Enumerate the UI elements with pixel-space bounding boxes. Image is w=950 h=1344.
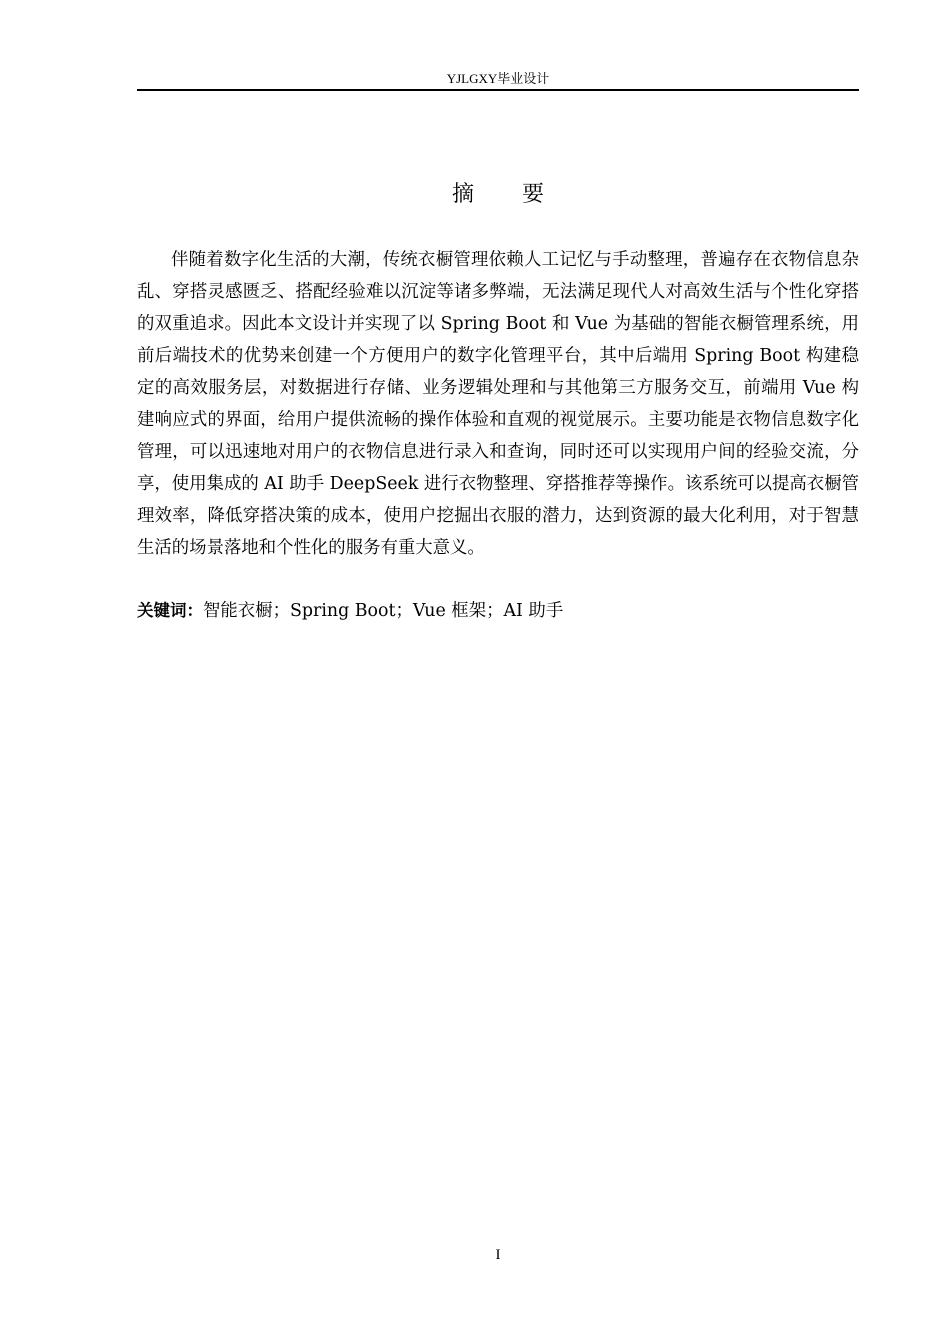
keywords-line: [137, 595, 859, 627]
keywords-label: 关键词：: [137, 601, 203, 620]
page-number: I: [495, 1247, 501, 1263]
running-header: YJLGXY毕业设计: [446, 71, 550, 86]
keywords-list: 智能衣橱；Spring Boot；Vue 框架；AI 助手: [203, 601, 564, 621]
abstract-title: 摘要: [451, 182, 592, 207]
abstract-body: 伴随着数字化生活的大潮，传统衣橱管理依赖人工记忆与手动整理，普遍存在衣物信息杂乱、穿搭灵感匮乏、搭配经验难以沉淀等诸多弊端，无法满足现代人对高效生活与个性化穿搭的双重追求。因此本文设计并实现了以 Spring Boot 和 Vue 为基础的智能衣橱管理系统，用前后端技术的优势来创建一个方便用户的数字化管理平台，其中后端用 Spring Boot 构建稳定的高效服务层，对数据进行存储、业务逻辑处理和与其他第三方服务交互，前端用 Vue 构建响应式的界面，给用户提供流畅的操作体验和直观的视觉展示。主要功能是衣物信息数字化管理，可以迅速地对用户的衣物信息进行录入和查询，同时还可以实现用户间的经验交流，分享，使用集成的 AI 助手 DeepSeek 进行衣物整理、穿搭推荐等操作。该系统可以提高衣橱管理效率，降低穿搭决策的成本，使用户挖掘出衣服的潜力，达到资源的最大化利用，对于智慧生活的场景落地和个性化的服务有重大意义。: [137, 250, 859, 558]
header-rule: [137, 89, 859, 91]
